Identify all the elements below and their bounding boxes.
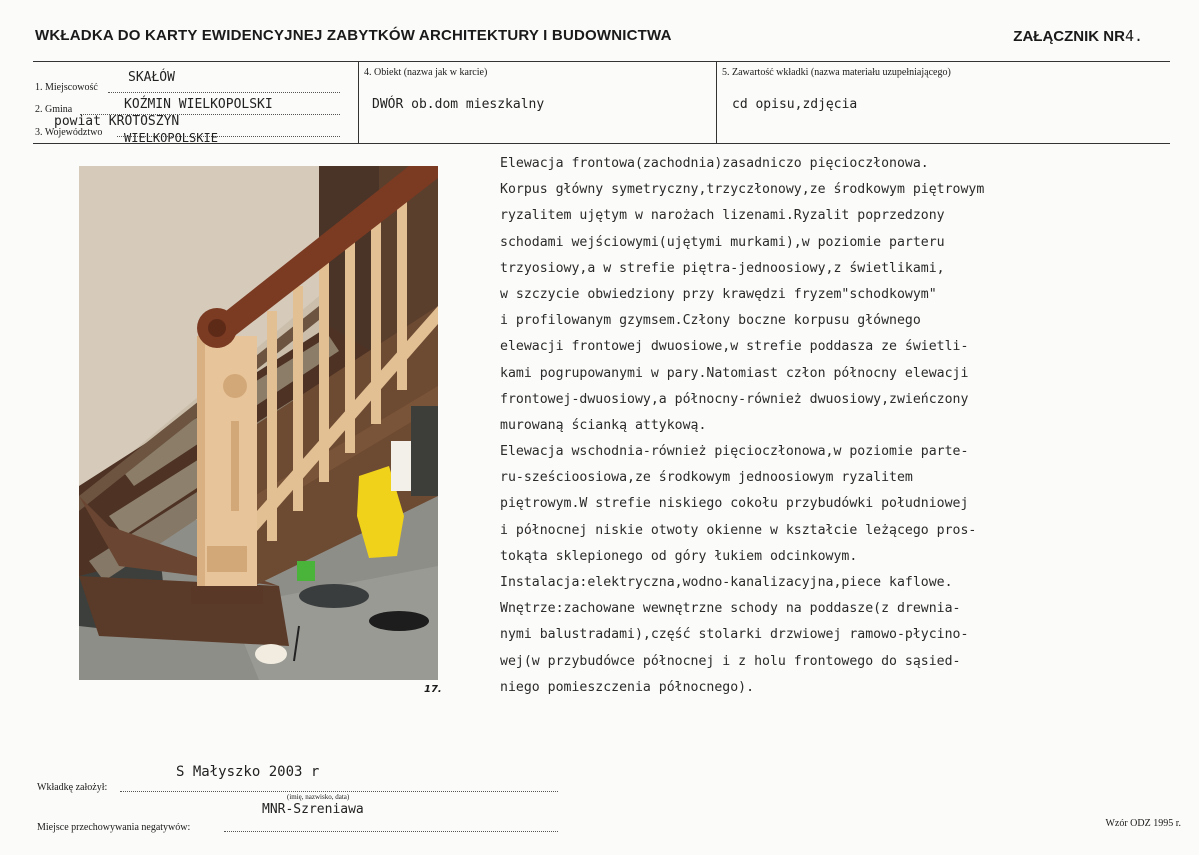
description-line: Wnętrze:zachowane wewnętrzne schody na poddasze(z drewnia-: [500, 601, 961, 617]
author-label: Wkładkę założył:: [37, 782, 108, 793]
author-value: S Małyszko 2003 r: [176, 764, 320, 780]
description-line: Korpus główny symetryczny,trzyczłonowy,ze środkowym piętrowym: [500, 182, 985, 198]
description-line: i profilowanym gzymsem.Człony boczne korpusu głównego: [500, 313, 921, 329]
locality-value: SKAŁÓW: [128, 70, 175, 85]
author-hint: (imię, nazwisko, data): [287, 793, 350, 801]
description-line: w szczycie obwiedziony przy krawędzi fryzem"schodkowym": [500, 286, 937, 302]
header-top-rule: [33, 61, 1170, 62]
description-line: nymi balustradami),część stolarki drzwiowej ramowo-płycino-: [500, 627, 969, 643]
district-value: powiat KROTOSZYN: [54, 114, 180, 129]
photo-number: 17.: [424, 684, 442, 695]
annex-number-value: 4.: [1124, 27, 1143, 45]
voivodeship-label: 3. Województwo: [35, 127, 103, 138]
column-divider-1: [358, 62, 359, 144]
voivodeship-value: WIELKOPOLSKIE: [124, 131, 218, 142]
storage-dotted-line: [224, 831, 558, 832]
description-line: piętrowym.W strefie niskiego cokołu przybudówki południowej: [500, 496, 969, 512]
description-line: ryzalitem ujętym w narożach lizenami.Ryzalit poprzedzony: [500, 208, 945, 224]
commune-label: 2. Gmina: [35, 104, 73, 115]
locality-label: 1. Miejscowość: [35, 82, 98, 93]
form-title: WKŁADKA DO KARTY EWIDENCYJNEJ ZABYTKÓW ARCHITEKTURY I BUDOWNICTWA: [35, 27, 672, 44]
description-line: Instalacja:elektryczna,wodno-kanalizacyjna,piece kaflowe.: [500, 575, 953, 590]
description-line: murowaną ścianką attykową.: [500, 417, 707, 433]
annex-label: ZAŁĄCZNIK NR: [1013, 28, 1125, 45]
description-line: elewacji frontowej dwuosiowe,w strefie poddasza ze świetli-: [500, 339, 969, 355]
commune-value: KOŹMIN WIELKOPOLSKI: [124, 97, 273, 112]
description-line: Elewacja wschodnia-również pięcioczłonowa,w poziomie parte-: [500, 444, 969, 460]
contents-label: 5. Zawartość wkładki (nazwa materiału uzupełniającego): [722, 67, 951, 78]
description-line: Elewacja frontowa(zachodnia)zasadniczo pięcioczłonowa.: [500, 156, 929, 171]
description-line: schodami wejściowymi(ujętymi murkami),w poziomie parteru: [500, 234, 945, 250]
staircase-photo: [79, 166, 438, 680]
description-line: frontowej-dwuosiowy,a północny-również dwuosiowy,zwieńczony: [500, 391, 969, 407]
author-dotted-line: [120, 791, 558, 792]
column-divider-2: [716, 62, 717, 144]
storage-value: MNR-Szreniawa: [262, 802, 364, 817]
description-text: [500, 151, 1140, 701]
header-bottom-rule: [33, 143, 1170, 144]
locality-dotted-line: [108, 92, 340, 93]
contents-value: cd opisu,zdjęcia: [732, 97, 858, 112]
form-code: Wzór ODZ 1995 r.: [1105, 818, 1181, 829]
description-line: i północnej niskie otwoty okienne w kształcie leżącego pros-: [500, 522, 977, 538]
annex-number: [1013, 27, 1143, 45]
object-value: DWÓR ob.dom mieszkalny: [372, 97, 545, 112]
description-line: tokąta sklepionego od góry łukiem odcinkowym.: [500, 548, 858, 564]
description-line: trzyosiowy,a w strefie piętra-jednoosiowy,z świetlikami,: [500, 260, 945, 276]
description-line: niego pomieszczenia północnego).: [500, 679, 755, 695]
storage-label: Miejsce przechowywania negatywów:: [37, 822, 191, 833]
staircase-photo-drawing: [79, 166, 438, 680]
object-label: 4. Obiekt (nazwa jak w karcie): [364, 67, 488, 78]
description-line: kami pogrupowanymi w pary.Natomiast człon północny elewacji: [500, 365, 969, 381]
description-line: wej(w przybudówce północnej i z holu frontowego do sąsied-: [500, 653, 961, 669]
description-line: ru-sześcioosiowa,ze środkowym jednoosiowym ryzalitem: [500, 470, 913, 486]
